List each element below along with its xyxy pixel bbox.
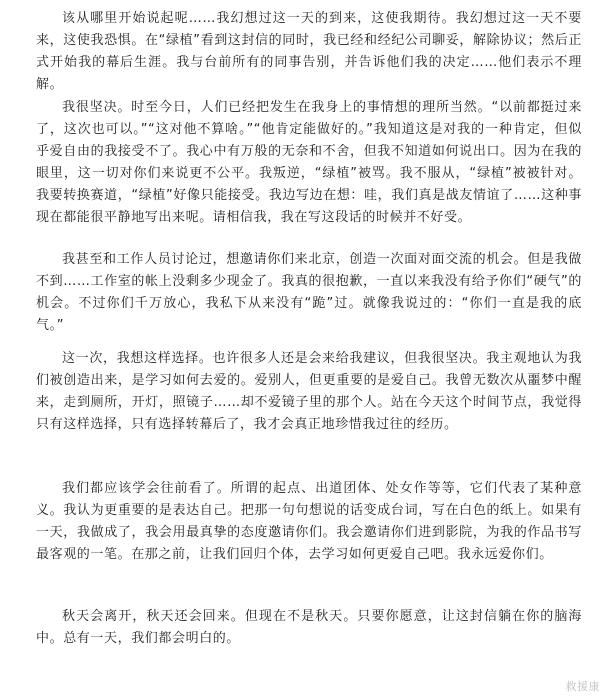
paragraph-5: 我们都应该学会往前看了。所谓的起点、出道团体、处女作等等，它们代表了某种意义。我认为更重要的是表达自己。把那一句句想说的话变成台词，写在白色的纸上。如果有一天，我做成了，我会用最真挚的态度邀请你们。我会邀请你们进到影院，为我的作品书写最客观的一笔。在那之前，让我们回归个体，去学习如何更爱自己吧。我永远爱你们。 <box>36 481 582 562</box>
paragraph-4: 这一次，我想这样选择。也许很多人还是会来给我建议，但我很坚决。我主观地认为我们被创造出来，是学习如何去爱的。爱别人，但更重要的是爱自己。我曾无数次从噩梦中醒来，走到厕所，开灯，照镜子……却不爱镜子里的那个人。站在今天这个时间节点，我觉得只有这样选择，只有选择转幕后了，我才会真正地珍惜我过往的经历。 <box>36 351 582 432</box>
paragraph-1: 该从哪里开始说起呢……我幻想过这一天的到来，这使我期待。我幻想过这一天不要来，这使我恐惧。在“绿植”看到这封信的同时，我已经和经纪公司聊妥，解除协议；然后正式开始我的幕后生涯。我与台前所有的同事告别，并告诉他们我的决定……他们表示不理解。 <box>36 11 582 92</box>
paragraph-6: 秋天会离开，秋天还会回来。但现在不是秋天。只要你愿意，让这封信躺在你的脑海中。总有一天，我们都会明白的。 <box>36 609 582 646</box>
watermark: 救援康 <box>565 680 600 693</box>
paragraph-2: 我很坚决。时至今日，人们已经把发生在我身上的事情想的理所当然。“以前都挺过来了，这次也可以。”“这对他不算啥。”“他肯定能做好的。”我知道这是对我的一种肯定，但似乎爱自由的我接受不了。我心中有万般的无奈和不舍，但我不知道如何说出口。因为在我的眼里，这一切对你们来说更不公平。我叛逆，“绿植”被骂。我不服从，“绿植”被被针对。我要转换赛道，“绿植”好像只能接受。我边写边在想：哇，我们真是战友情谊了……这种事现在都能很平静地写出来呢。请相信我，我在写这段话的时候并不好受。 <box>36 100 582 225</box>
paragraph-3: 我甚至和工作人员讨论过，想邀请你们来北京，创造一次面对面交流的机会。但是我做不到……工作室的帐上没剩多少现金了。我真的很抱歉，一直以来我没有给予你们“硬气”的机会。不过你们千万放心，我私下从来没有“跪”过。就像我说过的：“你们一直是我的底气。” <box>36 252 582 333</box>
